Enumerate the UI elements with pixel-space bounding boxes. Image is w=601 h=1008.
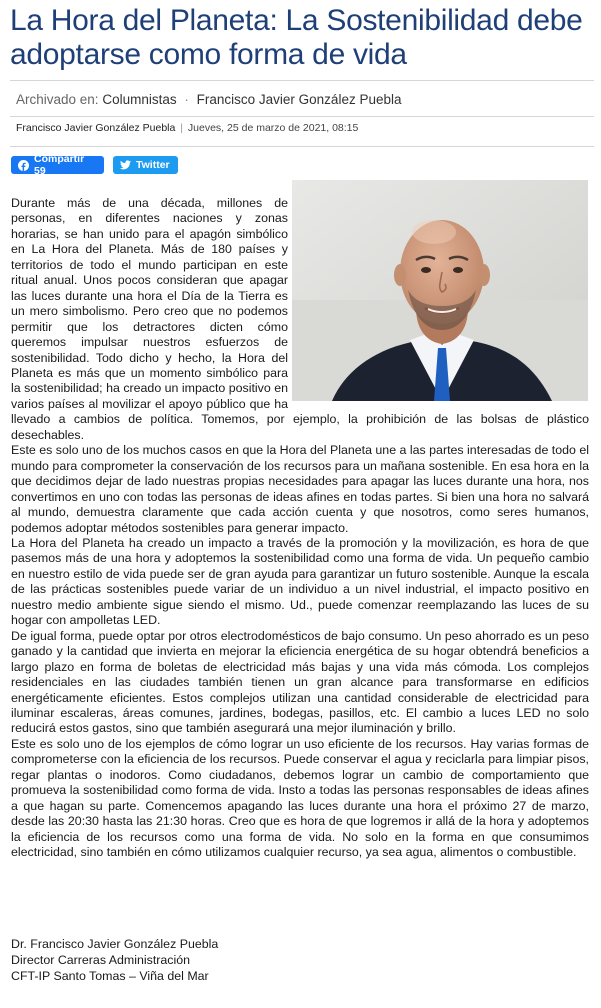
archived-label: Archivado en: — [16, 92, 99, 107]
facebook-share-button[interactable] — [11, 153, 104, 177]
byline-divider — [10, 146, 594, 147]
photo-wrap-space — [297, 196, 589, 407]
paragraph-5: Este es solo uno de los ejemplos de cómo lograr un uso eficiente de los recursos. Hay varias formas de comprometerse con la eficiencia de los recursos. Puede conservar el agua y reciclarla para limpiar pisos, regar plantas o inodoros. Como ciudadanos, debemos lograr un cambio de comportamiento que promueva la sostenibilidad como forma de vida. Insto a todas las personas responsables de ideas afines a que hagan su parte. Comencemos apagando las luces durante una hora el próximo 27 de marzo, desde las 20:30 hasta las 21:30 horas. Creo que es hora de que logremos ir allá de la hora y adoptemos la eficiencia de los recursos como una forma de vida. No solo en la forma en que consumimos electricidad, sino también en cómo utilizamos cualquier recurso, ya sea agua, alimentos o combustible. — [11, 736, 589, 860]
archived-separator: · — [184, 92, 189, 107]
article-title: La Hora del Planeta: La Sostenibilidad debe adoptarse como forma de vida — [10, 4, 583, 71]
byline-author: Francisco Javier González Puebla — [16, 122, 176, 134]
byline-date: Jueves, 25 de marzo de 2021, 08:15 — [187, 122, 359, 134]
archived-line — [16, 92, 402, 107]
title-divider — [10, 80, 594, 81]
byline — [16, 122, 358, 134]
article-body — [11, 196, 589, 860]
signature-name: Dr. Francisco Javier González Puebla — [11, 937, 219, 951]
author-link[interactable]: Francisco Javier González Puebla — [196, 92, 402, 107]
facebook-icon — [18, 160, 29, 171]
twitter-share-label: Twitter — [136, 159, 170, 171]
author-signature — [11, 937, 218, 984]
facebook-share-label: Compartir 59 — [34, 153, 85, 177]
signature-role: Director Carreras Administración — [11, 952, 191, 967]
byline-separator: | — [180, 122, 183, 134]
archived-divider — [10, 116, 594, 117]
paragraph-1: Durante más de una década, millones de personas, en diferentes naciones y zonas horarias, se han unido para el apagón simbólico en La Hora del Planeta. Más de 180 países y territorios de todo el mundo participan en este ritual anual. Unos pocos consideran que apagar las luces durante una hora el Día de la Tierra es un mero simbolismo. Pero creo que no podemos permitir que los detractores dicten cómo queremos impulsar nuestros esfuerzos de sostenibilidad. Todo dicho y hecho, la Hora del Planeta es más que un momento simbólico para la sostenibilidad; ha creado un impacto positivo en varios países al movilizar el apoyo público que ha llevado a cambios de política. Tomemos, por ejemplo, la prohibición de las bolsas de plástico desechables. — [11, 196, 589, 442]
twitter-icon — [120, 160, 131, 171]
paragraph-2: Este es solo uno de los muchos casos en que la Hora del Planeta une a las partes interesadas de todo el mundo para comprometer la conservación de los recursos para un mañana sostenible. En esa hora en la que decidimos dejar de lado nuestras propias necesidades para apagar las luces durante una hora, nos convertimos en uno con todas las personas de ideas afines en todas partes. Si bien una hora no salvará al mundo, demuestra claramente que cada acción cuenta y que nosotros, como seres humanos, podemos adoptar métodos sostenibles para generar impacto. — [11, 443, 589, 535]
category-link-columnistas[interactable]: Columnistas — [102, 92, 177, 107]
paragraph-3: La Hora del Planeta ha creado un impacto a través de la promoción y la movilización, es hora de que pasemos más de una hora y adoptemos la sostenibilidad como una forma de vida. Un pequeño cambio en nuestro estilo de vida puede ser de gran ayuda para garantizar un futuro sostenible. Aunque la escala de las prácticas sostenibles puede variar de un individuo a un nivel industrial, el impacto positivo en nuestro medio ambiente sigue siendo el mismo. Ud., puede comenzar reemplazando las luces de su hogar con ampolletas LED. — [11, 535, 589, 628]
twitter-share-button[interactable] — [113, 156, 178, 174]
signature-institution: CFT-IP Santo Tomas – Viña del Mar — [11, 968, 209, 983]
paragraph-4: De igual forma, puede optar por otros electrodomésticos de bajo consumo. Un peso ahorrado es un peso ganado y la cantidad que invierta en mejorar la eficiencia energética de su hogar obtendrá beneficios a largo plazo en forma de boletas de electricidad más bajas y una vida más cómoda. Los complejos residenciales en las ciudades también tienen un gran alcance para transformarse en edificios energéticamente eficientes. Estos complejos utilizan una cantidad considerable de electricidad para iluminar escaleras, áreas comunes, jardines, bodegas, pasillos, etc. El cambio a luces LED no solo reducirá estos gastos, sino que también asegurará una mejor iluminación y brillo. — [11, 628, 589, 736]
